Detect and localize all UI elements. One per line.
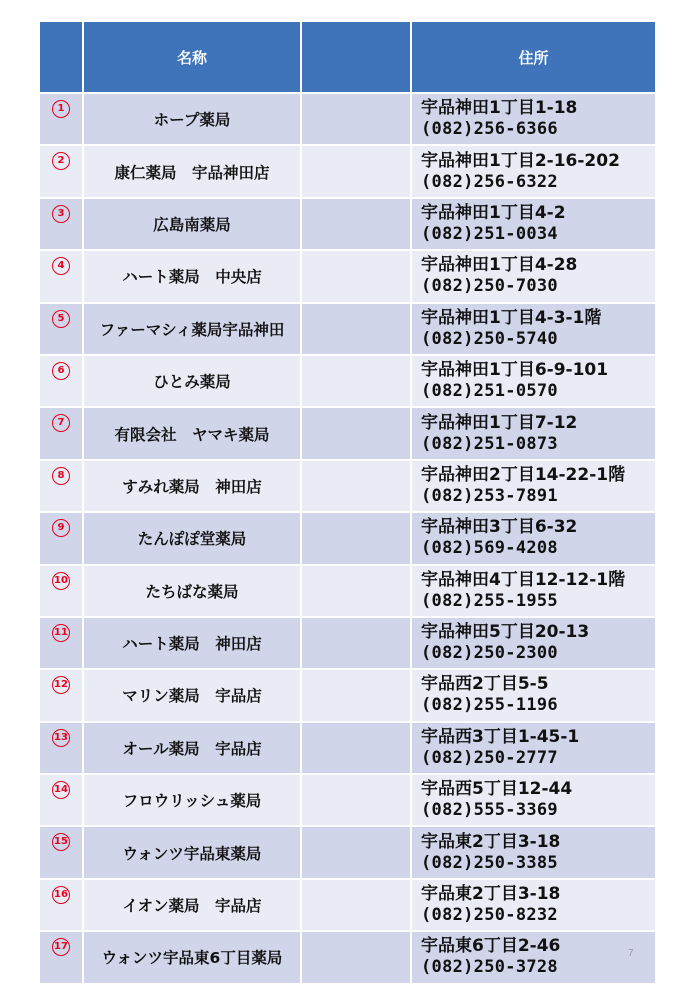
header-blank-cell <box>301 21 411 93</box>
row-number-cell <box>39 145 83 197</box>
blank-cell <box>301 303 411 355</box>
address-cell <box>411 355 656 407</box>
blank-cell <box>301 198 411 250</box>
address-cell <box>411 250 656 302</box>
pharmacy-name: すみれ薬局 神田店 <box>83 460 301 512</box>
address-cell <box>411 617 656 669</box>
row-number-badge: 6 <box>52 362 70 380</box>
pharmacy-phone: (082)569-4208 <box>421 538 558 559</box>
table-row <box>39 617 656 669</box>
address-cell <box>411 145 656 197</box>
pharmacy-address: 宇品東2丁目3-18 <box>421 884 561 905</box>
row-number-badge: 2 <box>52 152 70 170</box>
blank-cell <box>301 93 411 145</box>
table-row <box>39 512 656 564</box>
pharmacy-name: ハート薬局 神田店 <box>83 617 301 669</box>
address-cell <box>411 722 656 774</box>
pharmacy-phone: (082)256-6366 <box>421 119 558 140</box>
row-number-badge: 17 <box>52 938 70 956</box>
address-cell <box>411 565 656 617</box>
address-cell <box>411 93 656 145</box>
pharmacy-phone: (082)250-8232 <box>421 905 558 926</box>
table-row <box>39 722 656 774</box>
pharmacy-address: 宇品神田1丁目4-28 <box>421 255 578 276</box>
row-number-badge: 11 <box>52 624 70 642</box>
pharmacy-phone: (082)251-0570 <box>421 381 558 402</box>
row-number-badge: 14 <box>52 781 70 799</box>
address-cell <box>411 460 656 512</box>
pharmacy-name: たんぽぽ堂薬局 <box>83 512 301 564</box>
pharmacy-address: 宇品神田1丁目7-12 <box>421 412 578 433</box>
address-cell <box>411 669 656 721</box>
pharmacy-address: 宇品神田1丁目4-3-1階 <box>421 307 602 328</box>
row-number-badge: 8 <box>52 467 70 485</box>
pharmacy-address: 宇品東6丁目2-46 <box>421 936 561 957</box>
table-row <box>39 669 656 721</box>
pharmacy-phone: (082)253-7891 <box>421 485 558 506</box>
address-cell <box>411 931 656 983</box>
pharmacy-phone: (082)255-1196 <box>421 695 558 716</box>
row-number-cell <box>39 565 83 617</box>
table-row <box>39 879 656 931</box>
address-cell <box>411 512 656 564</box>
address-cell <box>411 303 656 355</box>
pharmacy-address: 宇品神田2丁目14-22-1階 <box>421 464 626 485</box>
row-number-cell <box>39 722 83 774</box>
pharmacy-phone: (082)250-3385 <box>421 852 558 873</box>
table-row <box>39 250 656 302</box>
pharmacy-table <box>38 20 657 985</box>
blank-cell <box>301 669 411 721</box>
header-address: 住所 <box>411 21 656 93</box>
table-row <box>39 303 656 355</box>
row-number-cell <box>39 198 83 250</box>
pharmacy-name: たちばな薬局 <box>83 565 301 617</box>
pharmacy-address: 宇品西5丁目12-44 <box>421 779 573 800</box>
row-number-cell <box>39 355 83 407</box>
blank-cell <box>301 722 411 774</box>
row-number-cell <box>39 669 83 721</box>
table-header-row <box>39 21 656 93</box>
pharmacy-name: ファーマシィ薬局宇品神田 <box>83 303 301 355</box>
row-number-badge: 15 <box>52 833 70 851</box>
pharmacy-name: 広島南薬局 <box>83 198 301 250</box>
row-number-badge: 7 <box>52 414 70 432</box>
pharmacy-address: 宇品神田1丁目2-16-202 <box>421 150 620 171</box>
row-number-cell <box>39 303 83 355</box>
blank-cell <box>301 826 411 878</box>
row-number-cell <box>39 826 83 878</box>
blank-cell <box>301 512 411 564</box>
page-number: 7 <box>628 948 634 959</box>
pharmacy-name: ホープ薬局 <box>83 93 301 145</box>
pharmacy-address: 宇品神田1丁目1-18 <box>421 98 578 119</box>
table-row <box>39 93 656 145</box>
pharmacy-name: ひとみ薬局 <box>83 355 301 407</box>
pharmacy-address: 宇品西3丁目1-45-1 <box>421 726 580 747</box>
row-number-badge: 3 <box>52 205 70 223</box>
row-number-badge: 13 <box>52 729 70 747</box>
row-number-cell <box>39 774 83 826</box>
row-number-cell <box>39 460 83 512</box>
pharmacy-name: イオン薬局 宇品店 <box>83 879 301 931</box>
blank-cell <box>301 355 411 407</box>
row-number-cell <box>39 250 83 302</box>
row-number-badge: 1 <box>52 100 70 118</box>
row-number-cell <box>39 617 83 669</box>
row-number-cell <box>39 93 83 145</box>
pharmacy-address: 宇品神田5丁目20-13 <box>421 622 590 643</box>
blank-cell <box>301 145 411 197</box>
pharmacy-phone: (082)250-2300 <box>421 643 558 664</box>
address-cell <box>411 826 656 878</box>
pharmacy-address: 宇品神田4丁目12-12-1階 <box>421 569 626 590</box>
pharmacy-name: 有限会社 ヤマキ薬局 <box>83 407 301 459</box>
row-number-cell <box>39 512 83 564</box>
pharmacy-name: 康仁薬局 宇品神田店 <box>83 145 301 197</box>
table-row <box>39 145 656 197</box>
table-row <box>39 826 656 878</box>
table-row <box>39 407 656 459</box>
row-number-cell <box>39 931 83 983</box>
blank-cell <box>301 250 411 302</box>
pharmacy-phone: (082)555-3369 <box>421 800 558 821</box>
address-cell <box>411 774 656 826</box>
table-row <box>39 565 656 617</box>
row-number-badge: 10 <box>52 572 70 590</box>
header-number-cell <box>39 21 83 93</box>
blank-cell <box>301 774 411 826</box>
pharmacy-name: フロウリッシュ薬局 <box>83 774 301 826</box>
row-number-badge: 5 <box>52 310 70 328</box>
table-row <box>39 931 656 983</box>
blank-cell <box>301 617 411 669</box>
pharmacy-phone: (082)251-0873 <box>421 433 558 454</box>
pharmacy-address: 宇品神田3丁目6-32 <box>421 517 578 538</box>
pharmacy-address: 宇品神田1丁目6-9-101 <box>421 360 609 381</box>
pharmacy-name: ウォンツ宇品東6丁目薬局 <box>83 931 301 983</box>
blank-cell <box>301 565 411 617</box>
table-row <box>39 460 656 512</box>
pharmacy-phone: (082)250-2777 <box>421 747 558 768</box>
address-cell <box>411 879 656 931</box>
pharmacy-phone: (082)255-1955 <box>421 590 558 611</box>
pharmacy-name: オール薬局 宇品店 <box>83 722 301 774</box>
pharmacy-phone: (082)256-6322 <box>421 171 558 192</box>
row-number-badge: 4 <box>52 257 70 275</box>
pharmacy-phone: (082)250-7030 <box>421 276 558 297</box>
blank-cell <box>301 460 411 512</box>
pharmacy-name: ハート薬局 中央店 <box>83 250 301 302</box>
pharmacy-phone: (082)251-0034 <box>421 223 558 244</box>
pharmacy-phone: (082)250-5740 <box>421 328 558 349</box>
pharmacy-phone: (082)250-3728 <box>421 957 558 978</box>
pharmacy-address: 宇品東2丁目3-18 <box>421 831 561 852</box>
blank-cell <box>301 931 411 983</box>
row-number-badge: 9 <box>52 519 70 537</box>
blank-cell <box>301 879 411 931</box>
table-row <box>39 774 656 826</box>
address-cell <box>411 198 656 250</box>
row-number-cell <box>39 879 83 931</box>
table-row <box>39 198 656 250</box>
blank-cell <box>301 407 411 459</box>
address-cell <box>411 407 656 459</box>
row-number-badge: 16 <box>52 886 70 904</box>
pharmacy-address: 宇品西2丁目5-5 <box>421 674 549 695</box>
header-name: 名称 <box>83 21 301 93</box>
row-number-cell <box>39 407 83 459</box>
table-row <box>39 355 656 407</box>
pharmacy-name: ウォンツ宇品東薬局 <box>83 826 301 878</box>
row-number-badge: 12 <box>52 676 70 694</box>
pharmacy-name: マリン薬局 宇品店 <box>83 669 301 721</box>
pharmacy-address: 宇品神田1丁目4-2 <box>421 202 566 223</box>
